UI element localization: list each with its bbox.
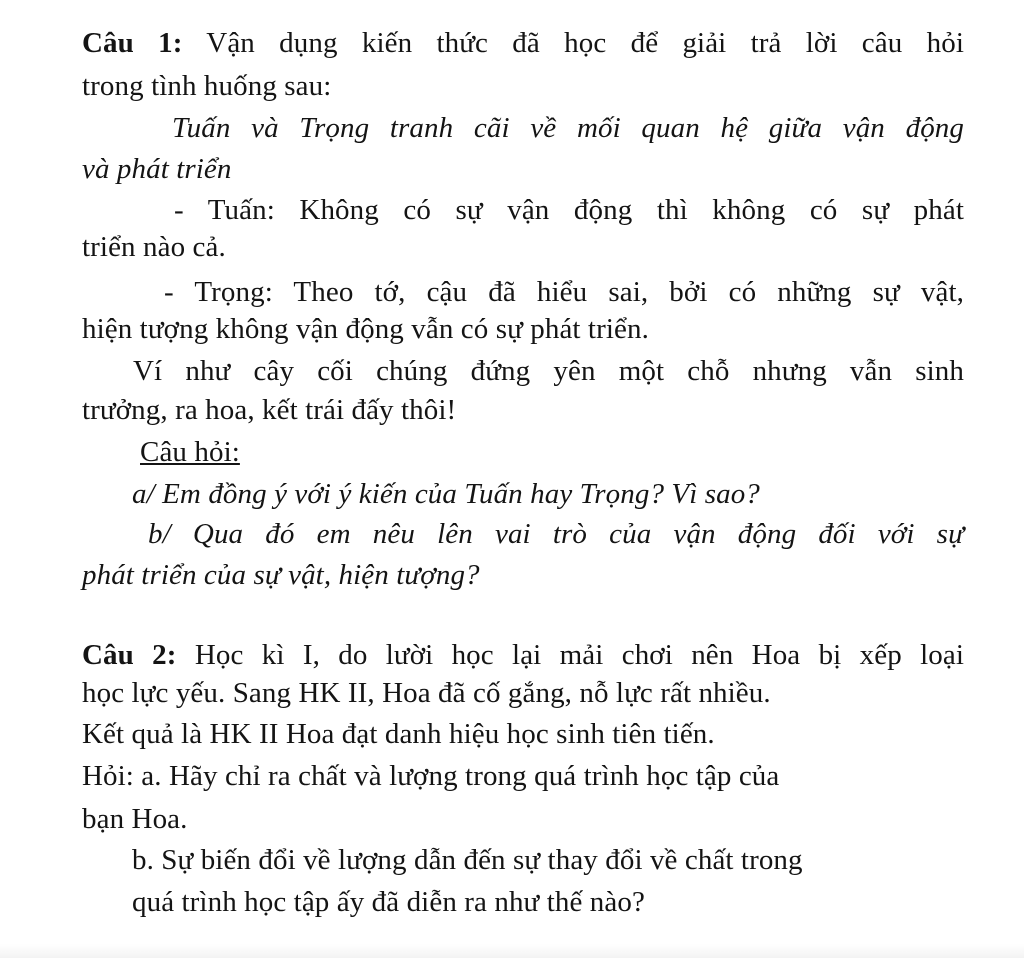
q2-question-b-line-1: b. Sự biến đổi về lượng dẫn đến sự thay đổi về chất trong bbox=[132, 844, 803, 876]
q1-intro-text-1: Vận dụng kiến thức đã học để giải trả lời câu hỏi bbox=[206, 27, 964, 59]
q1-intro-line-1 bbox=[82, 25, 964, 61]
q2-question-a-line-2: bạn Hoa. bbox=[82, 803, 188, 835]
q1-tuan-line-2: triển nào cả. bbox=[82, 231, 226, 263]
q2-intro-line-1 bbox=[82, 637, 964, 673]
q1-intro-line-2: trong tình huống sau: bbox=[82, 70, 332, 102]
q1-context-line-1: Tuấn và Trọng tranh cãi về mối quan hệ giữa vận động bbox=[172, 112, 964, 144]
q2-question-a-line-1: Hỏi: a. Hãy chỉ ra chất và lượng trong quá trình học tập của bbox=[82, 760, 780, 792]
q1-trong-line-2: hiện tượng không vận động vẫn có sự phát triển. bbox=[82, 313, 649, 345]
q2-question-b-line-2: quá trình học tập ấy đã diễn ra như thế nào? bbox=[132, 886, 645, 918]
q2-intro-line-2: học lực yếu. Sang HK II, Hoa đã cố gắng, nỗ lực rất nhiều. bbox=[82, 677, 771, 709]
q1-question-b-line-2: phát triển của sự vật, hiện tượng? bbox=[82, 559, 480, 591]
q2-intro-text-1: Học kì I, do lười học lại mải chơi nên Hoa bị xếp loại bbox=[194, 639, 964, 671]
q1-question-b-line-1: b/ Qua đó em nêu lên vai trò của vận động đối với sự bbox=[148, 518, 964, 550]
q1-tuan-line-1: - Tuấn: Không có sự vận động thì không có sự phát bbox=[174, 194, 964, 226]
q1-example-line-2: trưởng, ra hoa, kết trái đấy thôi! bbox=[82, 394, 457, 426]
q1-context-line-2: và phát triển bbox=[82, 153, 232, 185]
bottom-edge-shadow bbox=[0, 944, 1024, 958]
q1-question-a: a/ Em đồng ý với ý kiến của Tuấn hay Trọng? Vì sao? bbox=[132, 478, 760, 510]
q1-example-line-1: Ví như cây cối chúng đứng yên một chỗ nhưng vẫn sinh bbox=[133, 355, 964, 387]
q2-intro-line-3: Kết quả là HK II Hoa đạt danh hiệu học sinh tiên tiến. bbox=[82, 718, 715, 750]
q1-trong-line-1: - Trọng: Theo tớ, cậu đã hiểu sai, bởi có những sự vật, bbox=[164, 276, 964, 308]
q2-label: Câu 2: bbox=[82, 639, 177, 671]
q1-questions-heading: Câu hỏi: bbox=[140, 436, 240, 468]
q1-label: Câu 1: bbox=[82, 27, 183, 59]
